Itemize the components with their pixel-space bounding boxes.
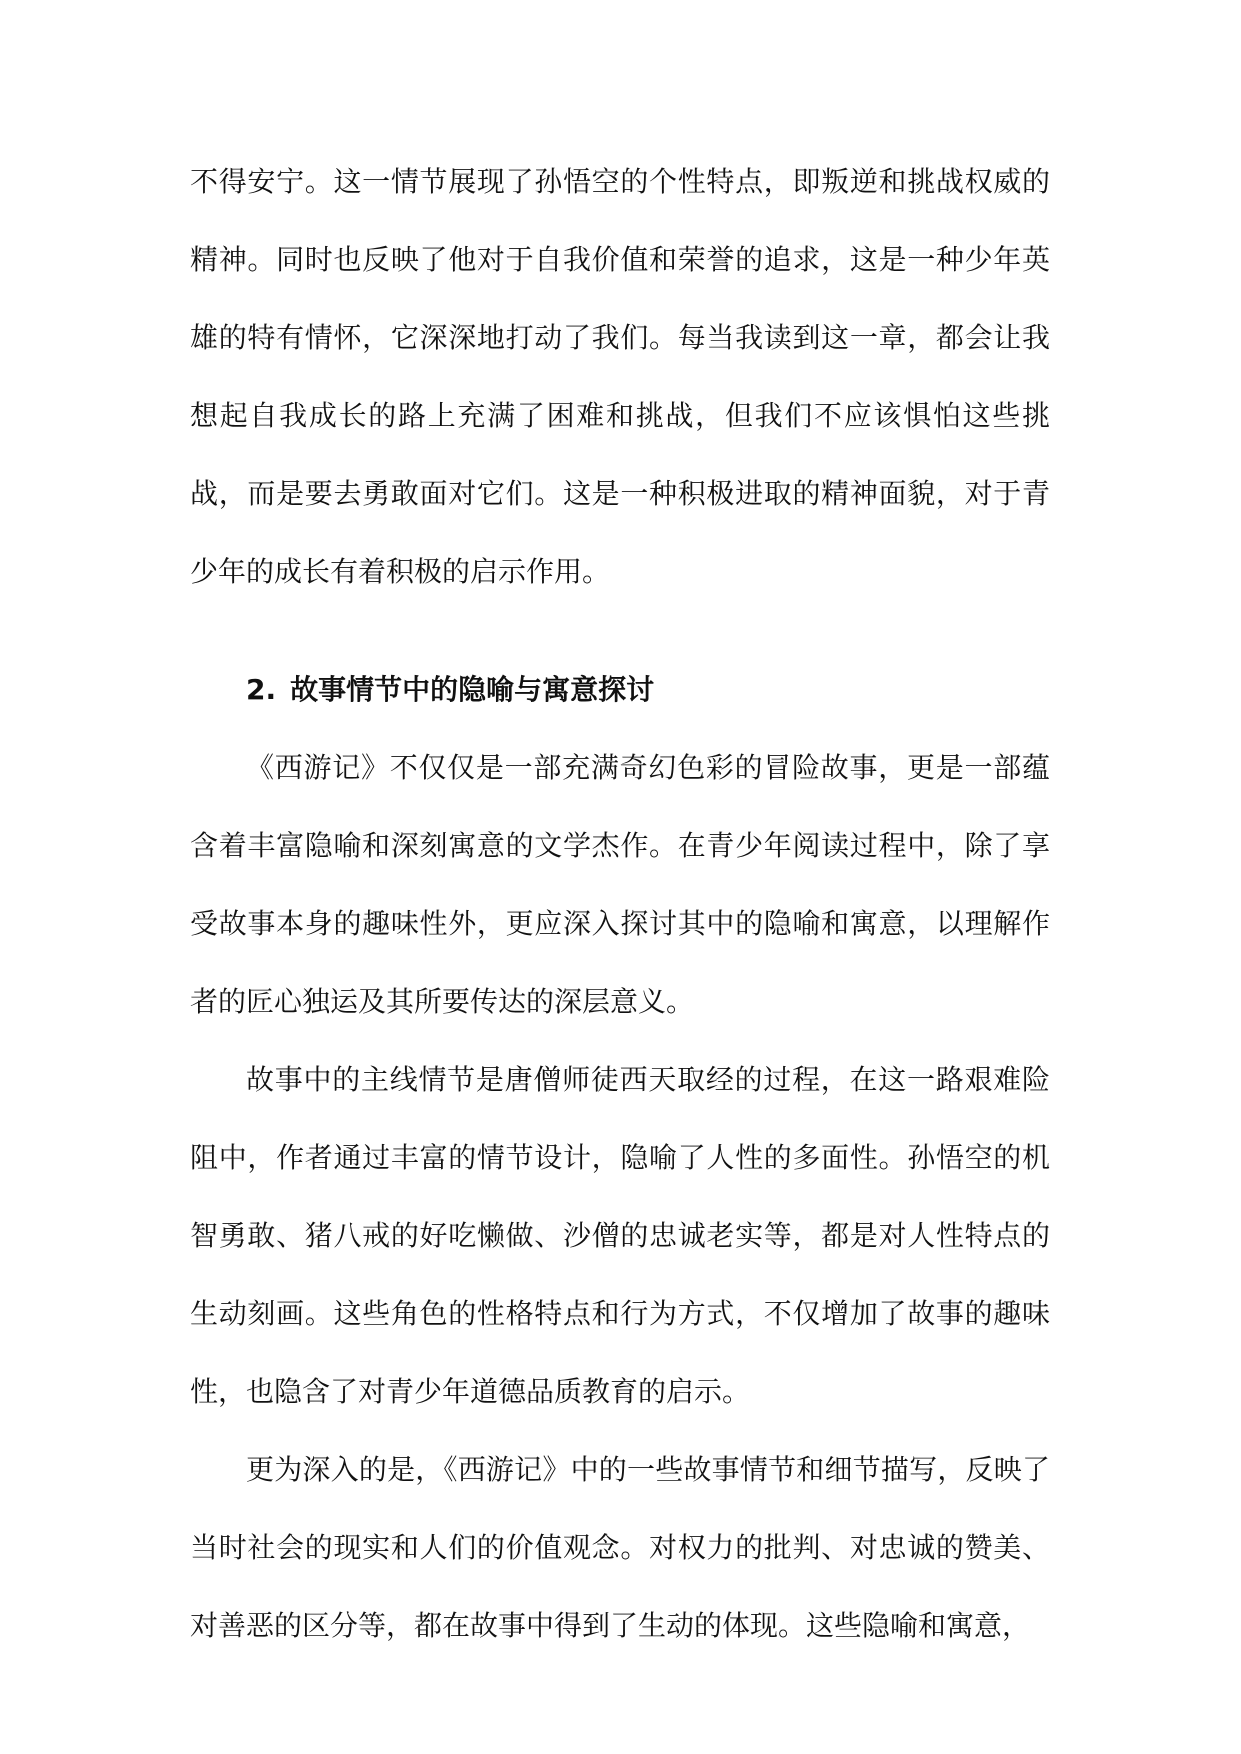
section-heading [190, 651, 1050, 729]
paragraph-deeper-meaning: 更为深入的是，《西游记》中的一些故事情节和细节描写，反映了当时社会的现实和人们的价值观念。对权力的批判、对忠诚的赞美、对善恶的区分等，都在故事中得到了生动的体现。这些隐喻和寓意， [190, 1453, 1050, 1642]
paragraph-intro: 《西游记》不仅仅是一部充满奇幻色彩的冒险故事，更是一部蕴含着丰富隐喻和深刻寓意的文学杰作。在青少年阅读过程中，除了享受故事本身的趣味性外，更应深入探讨其中的隐喻和寓意，以理解作者的匠心独运及其所要传达的深层意义。 [190, 751, 1050, 1018]
paragraph-continuation: 不得安宁。这一情节展现了孙悟空的个性特点，即叛逆和挑战权威的精神。同时也反映了他对于自我价值和荣誉的追求，这是一种少年英雄的特有情怀，它深深地打动了我们。每当我读到这一章，都会让我想起自我成长的路上充满了困难和挑战，但我们不应该惧怕这些挑战，而是要去勇敢面对它们。这是一种积极进取的精神面貌，对于青少年的成长有着积极的启示作用。 [190, 165, 1050, 588]
paragraph-main-plot: 故事中的主线情节是唐僧师徒西天取经的过程，在这一路艰难险阻中，作者通过丰富的情节设计，隐喻了人性的多面性。孙悟空的机智勇敢、猪八戒的好吃懒做、沙僧的忠诚老实等，都是对人性特点的生动刻画。这些角色的性格特点和行为方式，不仅增加了故事的趣味性，也隐含了对青少年道德品质教育的启示。 [190, 1063, 1050, 1408]
section-number: 2. [246, 673, 277, 706]
document-body [190, 143, 1050, 1665]
section-title: 故事情节中的隐喻与寓意探讨 [290, 673, 655, 706]
